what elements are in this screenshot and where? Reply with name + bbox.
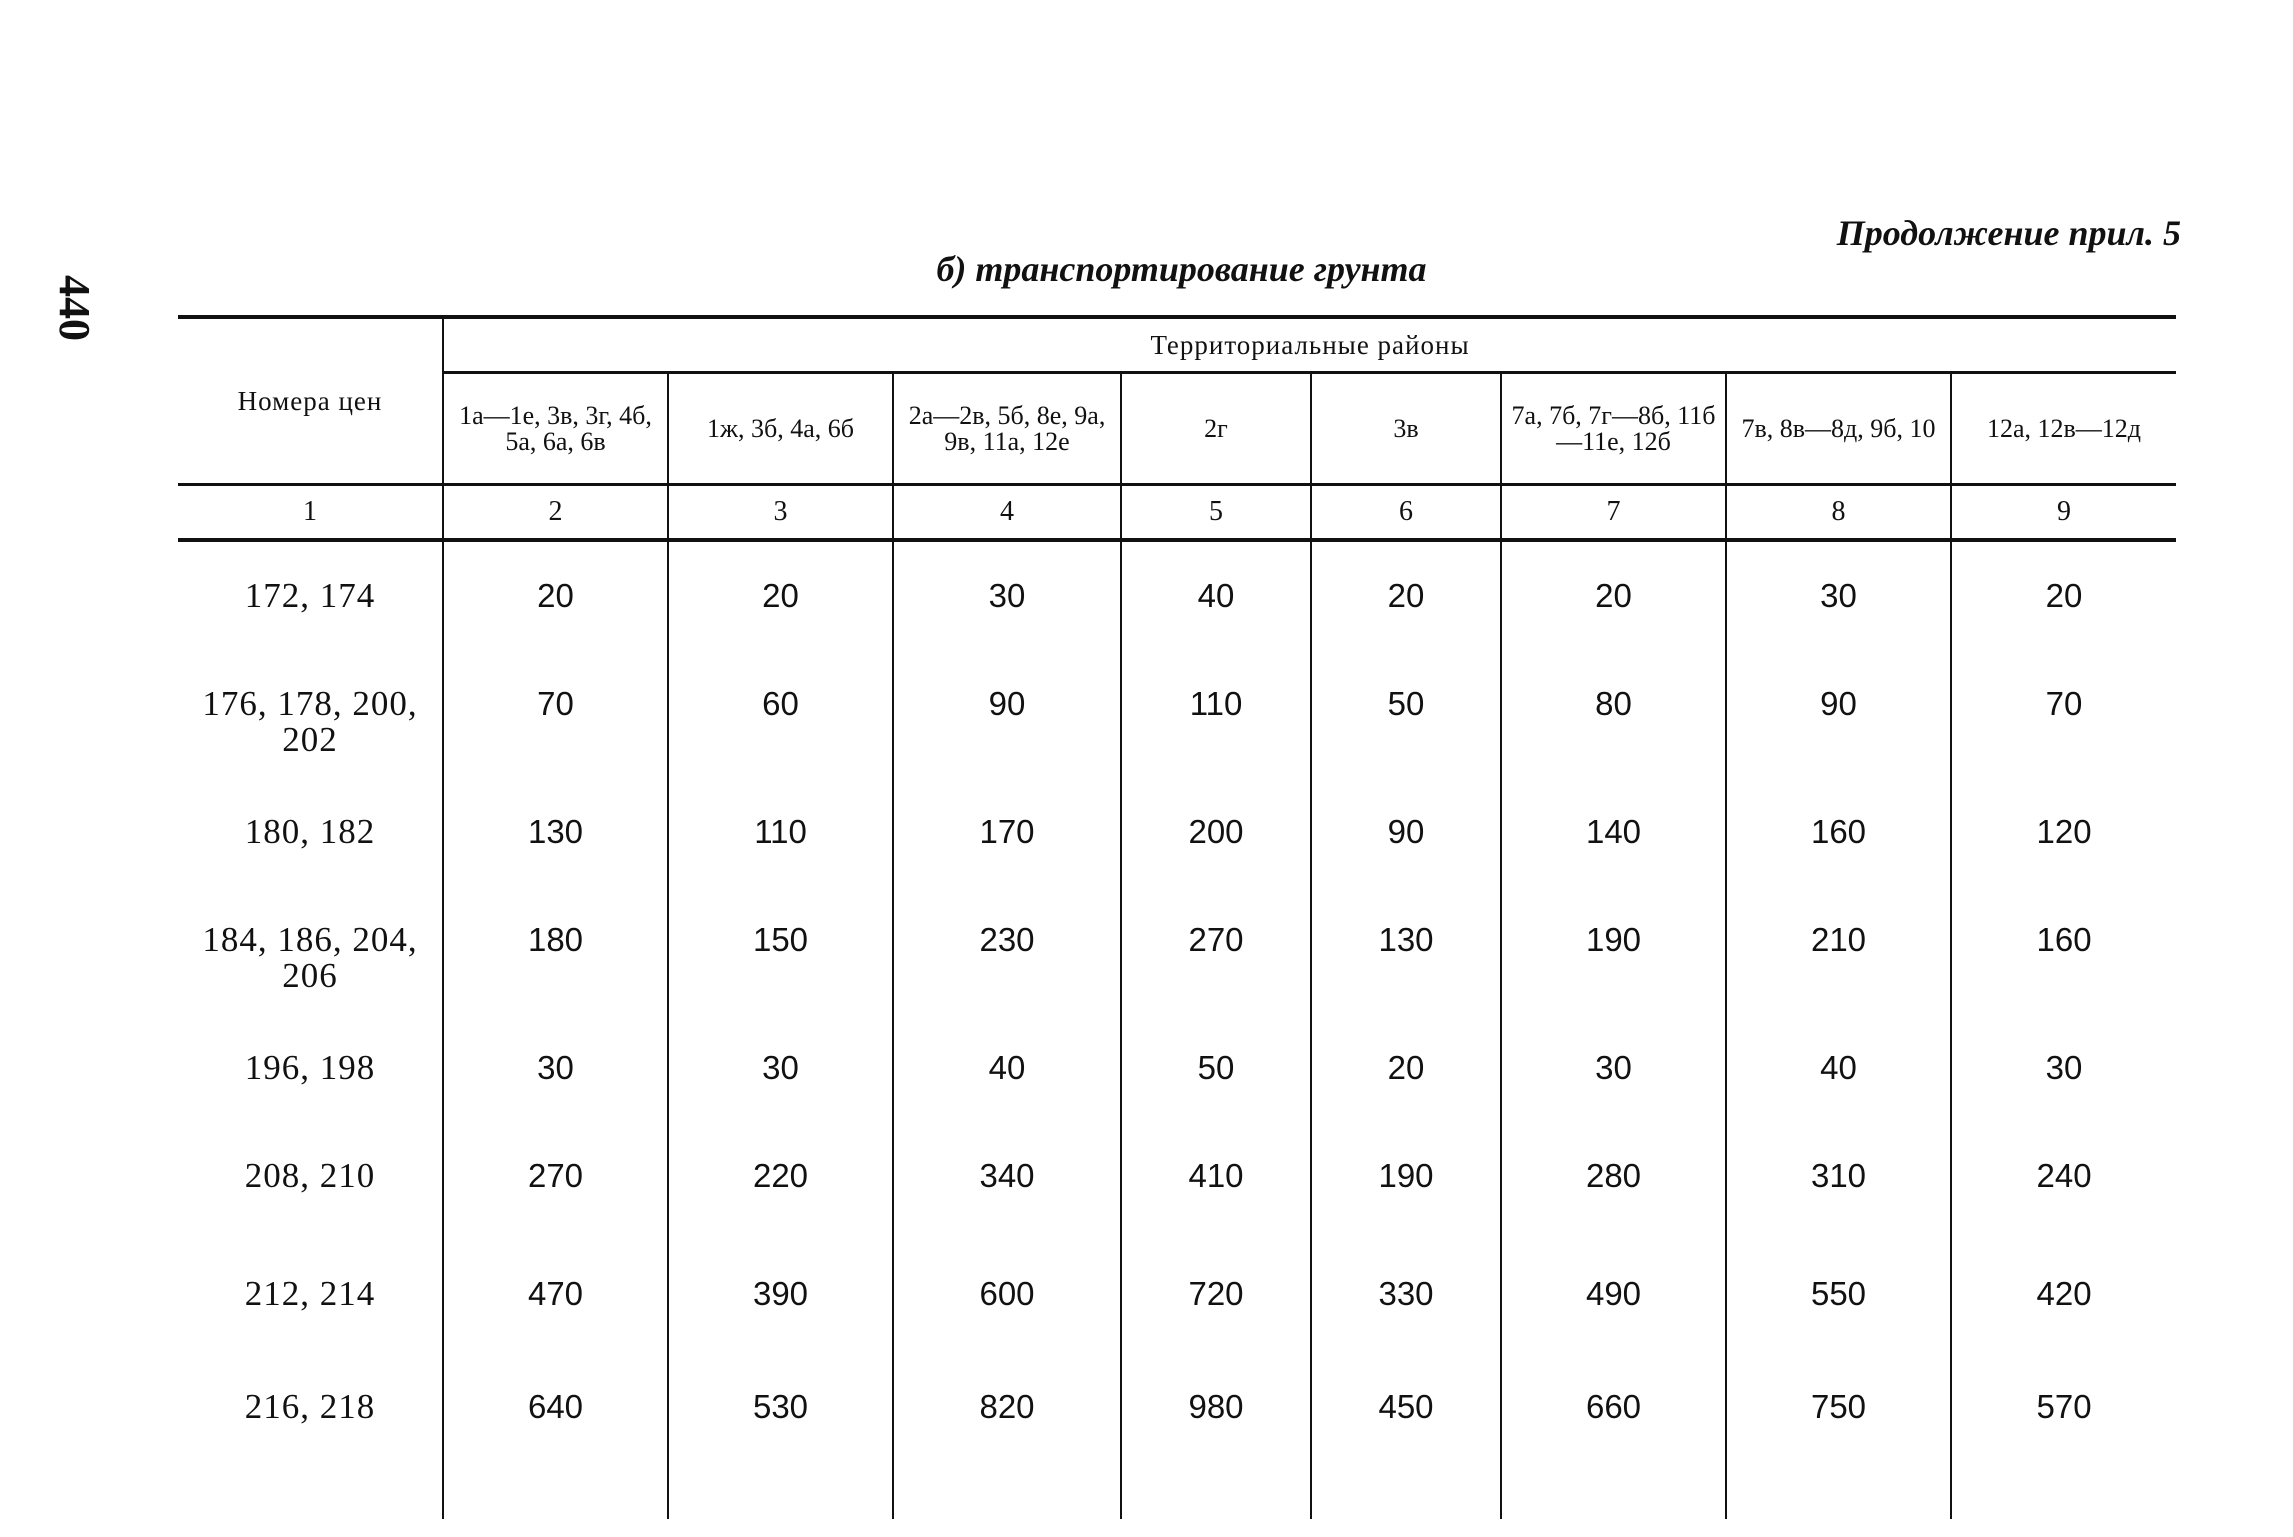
table-cell: 90 <box>1726 678 1951 806</box>
table-cell: 280 <box>1501 1150 1726 1268</box>
table-cell: 90 <box>1311 806 1501 914</box>
row-label: 176, 178, 200, 202 <box>202 684 418 759</box>
table-row <box>178 570 2176 678</box>
column-number: 3 <box>668 485 893 541</box>
column-number: 2 <box>443 485 668 541</box>
table-cell: 640 <box>443 1381 668 1519</box>
row-header: Номера цен <box>178 317 443 485</box>
table-cell: 130 <box>1311 914 1501 1042</box>
table-cell: 170 <box>893 806 1121 914</box>
table-cell: 90 <box>893 678 1121 806</box>
column-number: 4 <box>893 485 1121 541</box>
table-cell: 30 <box>668 1042 893 1150</box>
group-header: Территориальные районы <box>443 317 2176 373</box>
table-cell: 40 <box>1726 1042 1951 1150</box>
table-cell: 50 <box>1311 678 1501 806</box>
table-cell: 420 <box>1951 1268 2176 1381</box>
table-cell: 190 <box>1501 914 1726 1042</box>
column-number: 6 <box>1311 485 1501 541</box>
table-cell: 330 <box>1311 1268 1501 1381</box>
column-header: 7в, 8в—8д, 9б, 10 <box>1726 373 1951 485</box>
table-cell: 980 <box>1121 1381 1311 1519</box>
continuation-label: Продолжение прил. 5 <box>1836 213 2181 253</box>
table-cell: 30 <box>1726 570 1951 678</box>
column-number: 1 <box>178 485 443 541</box>
table-cell: 150 <box>668 914 893 1042</box>
table-cell: 80 <box>1501 678 1726 806</box>
table-cell: 120 <box>1951 806 2176 914</box>
table-cell: 130 <box>443 806 668 914</box>
row-label: 216, 218 <box>244 1387 376 1426</box>
table-cell: 50 <box>1121 1042 1311 1150</box>
row-label: 184, 186, 204, 206 <box>202 920 418 995</box>
table-row <box>178 1042 2176 1150</box>
table-cell: 160 <box>1951 914 2176 1042</box>
table-cell: 180 <box>443 914 668 1042</box>
table-cell: 240 <box>1951 1150 2176 1268</box>
column-header: 1ж, 3б, 4а, 6б <box>668 373 893 485</box>
table-cell: 490 <box>1501 1268 1726 1381</box>
table-cell: 20 <box>1311 1042 1501 1150</box>
table-cell: 110 <box>1121 678 1311 806</box>
table-cell: 720 <box>1121 1268 1311 1381</box>
table-cell: 70 <box>443 678 668 806</box>
column-header: 2г <box>1121 373 1311 485</box>
table-cell: 270 <box>443 1150 668 1268</box>
table-cell: 470 <box>443 1268 668 1381</box>
table-cell: 270 <box>1121 914 1311 1042</box>
table-cell: 410 <box>1121 1150 1311 1268</box>
table-cell: 160 <box>1726 806 1951 914</box>
row-label: 196, 198 <box>244 1048 376 1087</box>
table-cell: 30 <box>1951 1042 2176 1150</box>
table-cell: 70 <box>1951 678 2176 806</box>
table-cell: 340 <box>893 1150 1121 1268</box>
column-header: 1а—1е, 3в, 3г, 4б, 5а, 6а, 6в <box>443 373 668 485</box>
table-cell: 820 <box>893 1381 1121 1519</box>
table-cell: 230 <box>893 914 1121 1042</box>
table-row <box>178 1381 2176 1519</box>
table-cell: 30 <box>443 1042 668 1150</box>
row-label: 172, 174 <box>244 576 376 615</box>
column-number: 8 <box>1726 485 1951 541</box>
column-header: 2а—2в, 5б, 8е, 9а, 9в, 11а, 12е <box>893 373 1121 485</box>
table-cell: 220 <box>668 1150 893 1268</box>
row-label: 208, 210 <box>244 1156 376 1195</box>
table-cell: 40 <box>1121 570 1311 678</box>
table-cell: 40 <box>893 1042 1121 1150</box>
table-cell: 20 <box>1501 570 1726 678</box>
column-header: 7а, 7б, 7г—8б, 11б—11е, 12б <box>1501 373 1726 485</box>
price-table-container <box>178 315 2176 1519</box>
table-row <box>178 914 2176 1042</box>
table-row <box>178 806 2176 914</box>
row-label: 180, 182 <box>244 812 376 851</box>
table-row <box>178 1268 2176 1381</box>
table-cell: 450 <box>1311 1381 1501 1519</box>
table-subtitle: б) транспортирование грунта <box>936 249 1427 289</box>
table-cell: 600 <box>893 1268 1121 1381</box>
price-table <box>178 315 2176 1519</box>
table-cell: 20 <box>1951 570 2176 678</box>
row-label: 212, 214 <box>244 1274 376 1313</box>
table-cell: 750 <box>1726 1381 1951 1519</box>
table-cell: 60 <box>668 678 893 806</box>
table-cell: 210 <box>1726 914 1951 1042</box>
table-cell: 310 <box>1726 1150 1951 1268</box>
column-number: 9 <box>1951 485 2176 541</box>
column-number: 5 <box>1121 485 1311 541</box>
table-cell: 30 <box>1501 1042 1726 1150</box>
table-row <box>178 1150 2176 1268</box>
column-header: 3в <box>1311 373 1501 485</box>
table-cell: 390 <box>668 1268 893 1381</box>
table-cell: 550 <box>1726 1268 1951 1381</box>
page-number: 440 <box>50 275 99 341</box>
table-cell: 530 <box>668 1381 893 1519</box>
table-cell: 570 <box>1951 1381 2176 1519</box>
table-cell: 140 <box>1501 806 1726 914</box>
column-header: 12а, 12в—12д <box>1951 373 2176 485</box>
table-cell: 30 <box>893 570 1121 678</box>
table-cell: 200 <box>1121 806 1311 914</box>
table-cell: 110 <box>668 806 893 914</box>
column-number: 7 <box>1501 485 1726 541</box>
table-row <box>178 678 2176 806</box>
table-cell: 20 <box>668 570 893 678</box>
table-cell: 190 <box>1311 1150 1501 1268</box>
table-cell: 20 <box>1311 570 1501 678</box>
table-cell: 20 <box>443 570 668 678</box>
table-cell: 660 <box>1501 1381 1726 1519</box>
